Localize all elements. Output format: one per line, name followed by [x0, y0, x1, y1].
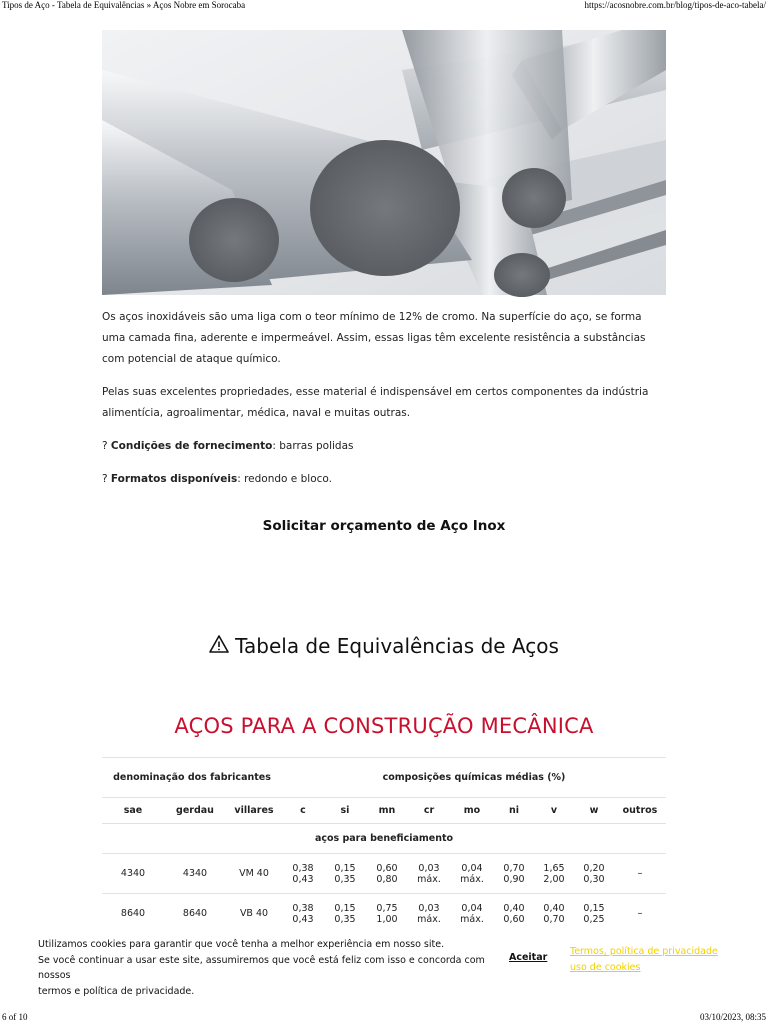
cell-mo: [450, 894, 494, 934]
steel-bars-image: [102, 30, 666, 295]
cell-mn: [366, 894, 408, 934]
cell-min: 0,15: [334, 902, 356, 914]
table-row: [102, 894, 666, 934]
cell-villares: VM 40: [239, 868, 269, 879]
bullet-available-formats: [102, 469, 668, 490]
cookie-message-line: Utilizamos cookies para garantir que você tenha a melhor experiência em nosso site.: [38, 939, 445, 950]
print-datetime: 03/10/2023, 08:35: [699, 1012, 766, 1022]
cell-sae: 4340: [120, 868, 146, 879]
group-header-line: denominação: [113, 772, 185, 783]
table-row: [102, 854, 666, 894]
group-header-line: dos fabricantes: [187, 772, 271, 783]
steel-equivalence-table: [102, 757, 666, 934]
steel-bars-photo-icon: [102, 30, 666, 295]
section-title-mechanical-construction: AÇOS PARA A CONSTRUÇÃO MECÂNICA: [174, 714, 594, 738]
cell-max: 0,80: [376, 873, 398, 885]
accept-cookies-button[interactable]: Aceitar: [509, 952, 548, 963]
col-mn: mn: [378, 805, 396, 816]
cell-ni: [494, 894, 534, 934]
cell-w: [574, 894, 614, 934]
bullet-value: : barras polidas: [272, 440, 354, 452]
cell-gerdau: 4340: [182, 868, 208, 879]
bullet-label: Formatos disponíveis: [110, 473, 238, 485]
equivalence-table-title: Tabela de Equivalências de Aços: [235, 634, 559, 658]
print-page-title: Tipos de Aço - Tabela de Equivalências » Aços Nobre em Sorocaba: [2, 0, 246, 10]
bullet-label: Condições de fornecimento: [110, 440, 273, 452]
cell-min: 0,03: [418, 862, 440, 874]
col-c: c: [300, 805, 306, 816]
col-cr: cr: [423, 805, 435, 816]
cell-min: 0,20: [583, 862, 605, 874]
cell-max: máx.: [417, 873, 441, 885]
cell-c: [282, 894, 324, 934]
bullet-marker: ?: [102, 440, 108, 452]
cookie-links: [570, 944, 718, 975]
paragraph-stainless-uses: Pelas suas excelentes propriedades, esse material é indispensável em certos componentes da indústria alimentícia, agroalimentar, médica, naval e muitas outras.: [102, 386, 649, 419]
cookie-usage-link[interactable]: uso de cookies: [570, 961, 641, 973]
col-sae: sae: [123, 805, 143, 816]
request-quote-link[interactable]: Solicitar orçamento de Aço Inox: [262, 518, 506, 534]
col-w: w: [589, 805, 599, 816]
cell-gerdau: 8640: [182, 908, 208, 920]
bullet-value: : redondo e bloco.: [237, 473, 332, 485]
bullet-supply-conditions: [102, 436, 668, 457]
cell-max: 0,25: [583, 913, 605, 925]
col-outros: outros: [622, 805, 658, 816]
cell-si: [324, 894, 366, 934]
cell-cr: [408, 894, 450, 934]
group-header-chemical: composições químicas médias (%): [382, 772, 566, 783]
cell-max: máx.: [460, 873, 484, 885]
cell-min: 0,03: [418, 902, 440, 914]
cell-max: 1,00: [376, 913, 398, 925]
cookie-banner: [0, 930, 768, 1002]
group-header-manufacturers: [102, 758, 282, 798]
cell-outros: –: [637, 868, 643, 879]
subheader-beneficiamento: aços para beneficiamento: [314, 833, 454, 844]
cell-min: 0,38: [292, 862, 314, 874]
cell-max: 2,00: [543, 873, 565, 885]
cell-max: máx.: [417, 913, 441, 925]
cell-v: [534, 894, 574, 934]
cookie-message-line: termos e política de privacidade.: [38, 985, 195, 997]
cell-min: 0,60: [376, 862, 398, 874]
col-v: v: [550, 805, 558, 816]
cell-min: 0,15: [583, 902, 605, 914]
col-si: si: [340, 805, 350, 816]
cell-min: 0,04: [461, 862, 483, 874]
print-page-number: 6 of 10: [2, 1012, 28, 1022]
paragraph-stainless-intro: Os aços inoxidáveis são uma liga com o teor mínimo de 12% de cromo. Na superfície do aço, se forma uma camada fina, aderente e impermeável. Assim, essas ligas têm excelente resistência a substâncias com potencial de ataque químico.: [102, 311, 646, 365]
cell-min: 0,40: [543, 902, 565, 914]
cell-max: 0,60: [503, 913, 525, 925]
cell-max: 0,35: [334, 873, 356, 885]
table-subheader: [102, 824, 666, 854]
cell-villares: VB 40: [239, 908, 269, 920]
cell-ni: [494, 854, 534, 894]
print-header: [0, 0, 768, 14]
cell-outros: –: [637, 908, 643, 920]
col-mo: mo: [463, 805, 481, 816]
cell-max: 0,43: [292, 913, 314, 925]
cell-max: 0,70: [543, 913, 565, 925]
cell-max: máx.: [460, 913, 484, 925]
cell-sae: 8640: [120, 908, 146, 920]
cookie-message-line: Se você continuar a usar este site, assumiremos que você está feliz com isso e concorda com nossos: [38, 954, 485, 981]
cell-mo: [450, 854, 494, 894]
warning-triangle-icon: [209, 634, 229, 658]
cell-min: 0,38: [292, 902, 314, 914]
equivalence-table-heading: [0, 634, 768, 658]
cell-cr: [408, 854, 450, 894]
col-villares: villares: [234, 805, 274, 816]
cell-min: 0,04: [461, 902, 483, 914]
cookie-message: [38, 937, 498, 999]
cell-w: [574, 854, 614, 894]
print-footer: [0, 1010, 768, 1024]
cell-min: 0,15: [334, 862, 356, 874]
bullet-marker: ?: [102, 473, 108, 485]
cell-min: 0,75: [376, 902, 398, 914]
col-gerdau: gerdau: [176, 805, 214, 816]
cell-max: 0,90: [503, 873, 525, 885]
cell-max: 0,30: [583, 873, 605, 885]
cell-mn: [366, 854, 408, 894]
privacy-policy-link[interactable]: Termos, política de privacidade: [570, 946, 718, 957]
cell-min: 0,70: [503, 862, 525, 874]
cell-max: 0,35: [334, 913, 356, 925]
table-column-header: [102, 798, 666, 824]
cell-max: 0,43: [292, 873, 314, 885]
print-page-url: https://acosnobre.com.br/blog/tipos-de-aco-tabela/: [584, 0, 766, 10]
cell-min: 1,65: [543, 862, 565, 874]
table-group-header: [102, 758, 666, 798]
cell-min: 0,40: [503, 902, 525, 914]
cell-c: [282, 854, 324, 894]
cell-si: [324, 854, 366, 894]
col-ni: ni: [508, 805, 520, 816]
cell-v: [534, 854, 574, 894]
